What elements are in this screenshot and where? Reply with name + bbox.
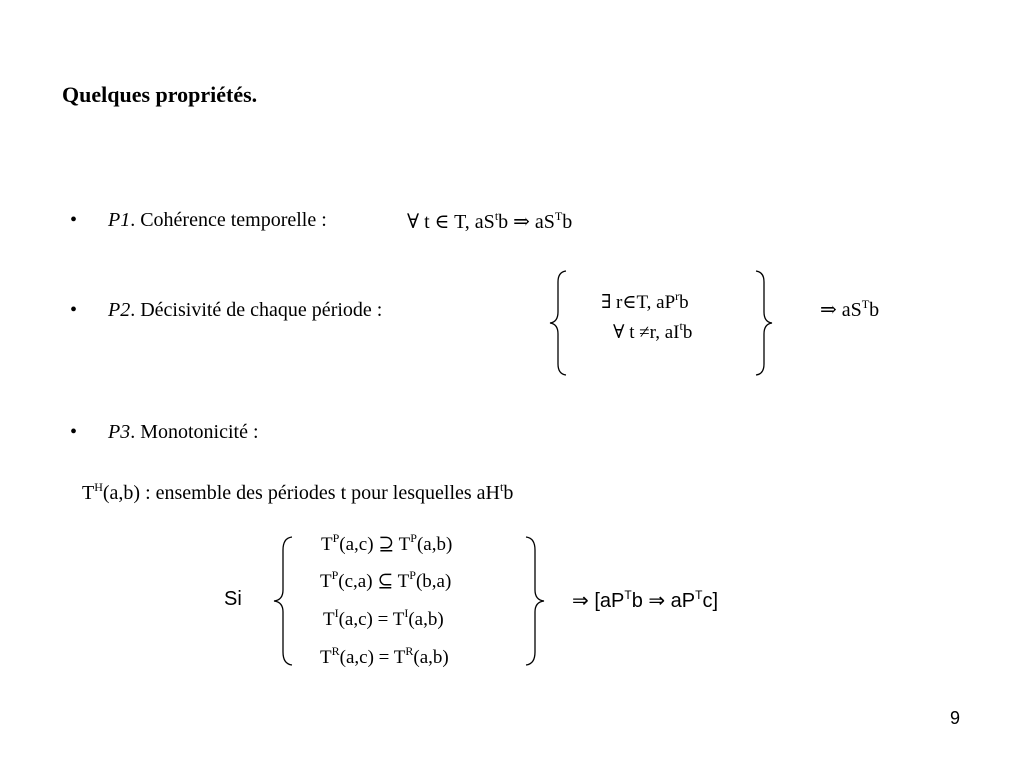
condition-part: T — [321, 534, 333, 555]
conclusion-part: ⇒ [aP — [572, 590, 625, 612]
definition-part: (a,b) : ensemble des périodes t pour lesquelles aH — [102, 482, 500, 504]
si-label: Si — [224, 588, 242, 610]
p1-label: P1 — [108, 209, 131, 231]
condition-sup: P — [409, 568, 416, 582]
conclusion-part: c] — [702, 590, 719, 612]
condition-sup: P — [332, 531, 340, 545]
definition-sup: H — [94, 480, 103, 494]
property-p2 — [108, 299, 382, 322]
property-p3 — [108, 421, 259, 444]
conclusion-sup: T — [624, 588, 632, 602]
right-brace-large — [522, 536, 548, 666]
p1-formula-sup: t — [494, 209, 499, 223]
conclusion-sup: T — [695, 588, 703, 602]
left-brace-large — [270, 536, 296, 666]
condition-row — [320, 644, 449, 669]
condition-part: T — [320, 571, 332, 592]
p2-cond-sup: r — [675, 289, 680, 303]
right-brace — [752, 270, 776, 376]
p2-result-part: ⇒ aS — [820, 299, 862, 321]
slide-title: Quelques propriétés. — [62, 82, 258, 107]
condition-sup: I — [404, 606, 409, 620]
p2-cond-part: b — [679, 292, 689, 313]
condition-sup: R — [331, 644, 340, 658]
definition-part: b — [503, 482, 514, 504]
condition-part: (a,b) — [408, 609, 444, 630]
p2-cond-part: b — [682, 322, 693, 343]
condition-row — [321, 533, 452, 556]
page-number: 9 — [950, 708, 961, 728]
conclusion — [572, 588, 718, 613]
condition-row — [323, 606, 444, 631]
p1-formula-sup: T — [554, 209, 563, 223]
definition-line — [82, 482, 513, 505]
p1-formula-part: b — [562, 211, 573, 233]
definition-sup: t — [500, 480, 504, 494]
condition-part: T — [323, 609, 335, 630]
p1-formula-part: b ⇒ aS — [498, 211, 555, 233]
p2-cond-part: ∃ r∈T, aP — [601, 292, 676, 313]
p2-text: . Décisivité de chaque période : — [130, 299, 383, 321]
condition-part: (b,a) — [415, 571, 452, 592]
conclusion-part: b ⇒ aP — [631, 590, 696, 612]
p2-condition-exists — [601, 291, 689, 314]
condition-part: (a,c) = T — [338, 609, 405, 630]
condition-row — [320, 570, 451, 593]
p3-text: . Monotonicité : — [130, 421, 259, 443]
property-p1 — [108, 209, 327, 232]
condition-part: (a,b) — [416, 534, 453, 555]
bullet-p3: • — [70, 421, 78, 443]
condition-sup: P — [410, 531, 417, 545]
p2-cond-sup: t — [679, 319, 683, 333]
p1-formula — [407, 209, 572, 234]
p2-condition-forall — [613, 321, 692, 344]
condition-part: (c,a) ⊆ T — [338, 571, 410, 592]
p1-formula-part: ∀ t ∈ T, aS — [407, 211, 495, 233]
p3-label: P3 — [108, 421, 131, 443]
p2-result — [820, 297, 879, 322]
condition-part: (a,c) ⊇ T — [339, 534, 411, 555]
condition-part: T — [320, 647, 332, 668]
bullet-p2: • — [70, 299, 78, 321]
definition-part: T — [82, 482, 95, 504]
condition-part: (a,c) = T — [339, 647, 406, 668]
condition-sup: I — [334, 606, 339, 620]
p2-cond-part: ∀ t ≠r, aI — [613, 322, 680, 343]
p2-result-sup: T — [861, 297, 870, 311]
p2-result-part: b — [869, 299, 880, 321]
p2-label: P2 — [108, 299, 131, 321]
bullet-p1: • — [70, 209, 78, 231]
p1-text: . Cohérence temporelle : — [130, 209, 327, 231]
condition-part: (a,b) — [413, 647, 449, 668]
left-brace — [546, 270, 570, 376]
condition-sup: R — [405, 644, 414, 658]
condition-sup: P — [331, 568, 339, 582]
